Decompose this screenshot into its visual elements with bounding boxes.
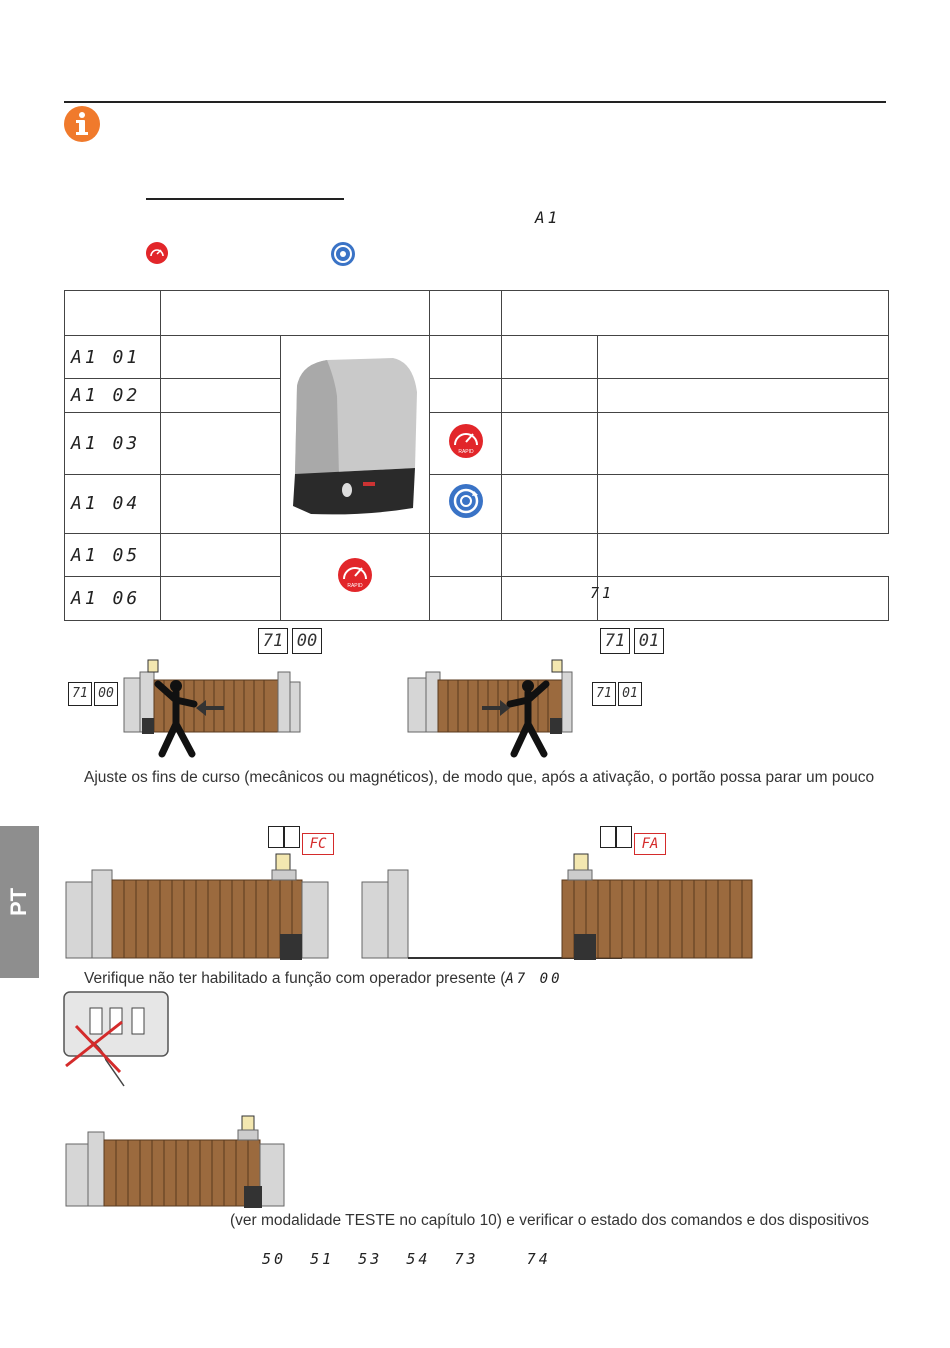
cycle-icon (448, 483, 484, 519)
gate-illustration-right (406, 658, 586, 758)
heading-underline (146, 198, 344, 200)
rapid-speed-icon (448, 423, 484, 459)
gate-closed-illustration (64, 850, 334, 962)
info-icon (64, 106, 100, 142)
header-cell (502, 291, 889, 336)
rapid-speed-icon (337, 557, 373, 593)
table-row-code: A1 04 (65, 474, 161, 533)
display-left-large: 71 00 (258, 628, 322, 654)
display-right-large: 71 01 (600, 628, 664, 654)
table-row-code: A1 01 (65, 336, 161, 379)
table-row-code: A1 02 (65, 379, 161, 413)
operator-text: Verifique não ter habilitado a função com operador presente (A7 00 (84, 970, 563, 987)
table-row-code: A1 05 (65, 534, 161, 577)
display-right-small: 71 01 (592, 682, 642, 706)
motor-image-cell (281, 336, 430, 534)
svg-text:RAPID: RAPID (347, 582, 363, 589)
segment-code-a1: A1 (535, 208, 561, 227)
gate-motor-image (281, 336, 429, 528)
gate-test-illustration (64, 1114, 288, 1210)
table-row-code: A1 03 (65, 413, 161, 475)
cycle-icon (331, 242, 355, 266)
test-text: (ver modalidade TESTE no capítulo 10) e verificar o estado dos comandos e dos dispositivos (230, 1212, 869, 1229)
header-cell (65, 291, 161, 336)
settings-table (64, 290, 889, 621)
gate-open-illustration (360, 850, 756, 962)
language-tab-label: PT (6, 887, 31, 917)
wall-switch-crossed-icon (62, 990, 174, 1090)
display-left-small: 71 00 (68, 682, 118, 706)
header-cell (430, 291, 502, 336)
display-fa: FA (600, 826, 666, 855)
limit-switch-text: Ajuste os fins de curso (mecânicos ou magnéticos), de modo que, após a ativação, o portão possa parar um pouco (84, 769, 875, 786)
display-fc: FC (268, 826, 334, 855)
test-codes: 50 51 53 54 73 74 (262, 1250, 551, 1268)
rapid-speed-icon (146, 242, 168, 264)
header-cell (161, 291, 430, 336)
svg-text:RAPID: RAPID (457, 449, 474, 456)
gate-illustration-left (122, 658, 302, 758)
top-rule (64, 101, 886, 103)
table-row-code: A1 06 (65, 577, 161, 621)
segment-code-71: 71 (590, 584, 615, 602)
